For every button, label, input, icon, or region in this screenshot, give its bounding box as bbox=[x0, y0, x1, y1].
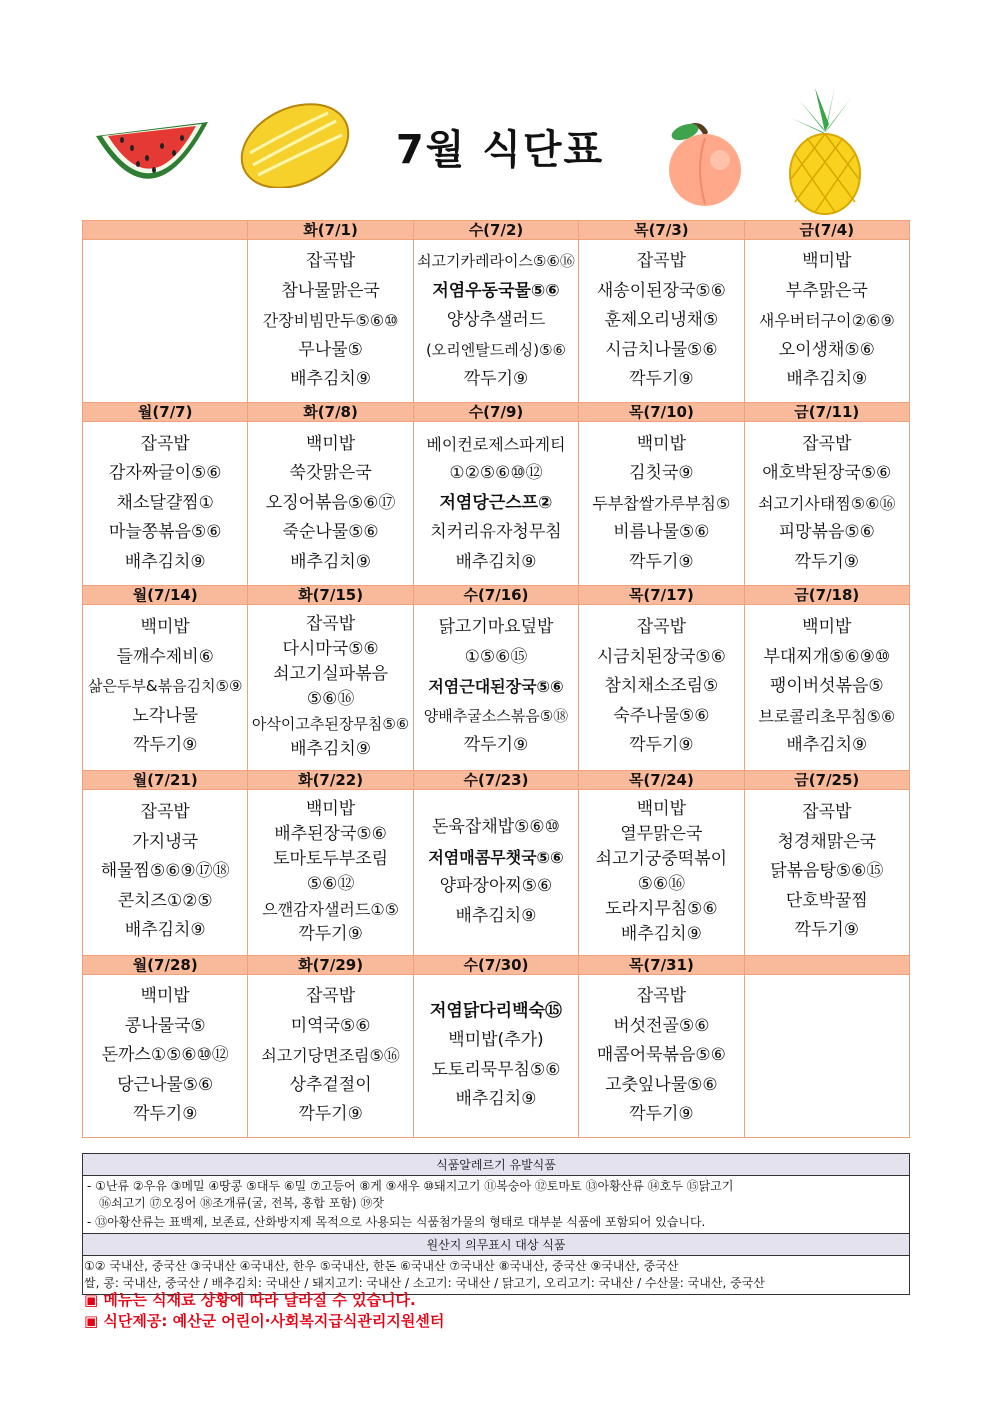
menu-item: 배추김치⑨ bbox=[620, 924, 702, 945]
day-header: 월(7/28) bbox=[83, 955, 248, 974]
menu-item: 배추김치⑨ bbox=[455, 551, 537, 572]
day-menu-cell bbox=[83, 422, 248, 585]
menu-item: 저염닭다리백숙⑮ bbox=[429, 1000, 562, 1021]
day-menu-cell bbox=[413, 974, 578, 1137]
page-title: 7월 식단표 bbox=[395, 127, 605, 173]
menu-item: ⑤⑥⑯ bbox=[306, 689, 355, 710]
day-header: 목(7/3) bbox=[579, 221, 744, 240]
menu-item: 단호박꿀찜 bbox=[785, 890, 868, 911]
menu-item: 상추겉절이 bbox=[289, 1074, 372, 1095]
day-header: 목(7/31) bbox=[579, 955, 744, 974]
day-menu-cell bbox=[413, 604, 578, 770]
menu-table bbox=[82, 220, 910, 1138]
menu-item: 쇠고기당면조림⑤⑯ bbox=[261, 1046, 400, 1066]
info-box bbox=[82, 1153, 910, 1295]
week-menu-row bbox=[83, 789, 910, 955]
day-header: 화(7/1) bbox=[248, 221, 413, 240]
menu-item: 팽이버섯볶음⑤ bbox=[769, 676, 884, 697]
week-header-row bbox=[83, 403, 910, 422]
menu-item: 콘치즈①②⑤ bbox=[117, 890, 213, 911]
menu-item: 잡곡밥 bbox=[305, 251, 356, 272]
allergy-note: - ⑬아황산류는 표백제, 보존료, 산화방지제 목적으로 사용되는 식품첨가물의 형태로 대부분 식품에 포함되어 있습니다. bbox=[87, 1215, 706, 1229]
day-menu-cell bbox=[248, 422, 413, 585]
menu-item: 쑥갓맑은국 bbox=[289, 463, 372, 484]
menu-item: 백미밥(추가) bbox=[448, 1030, 544, 1051]
allergy-line: ⑯쇠고기 ⑰오징어 ⑱조개류(굴, 전복, 홍합 포함) ⑲잣 bbox=[99, 1196, 384, 1210]
menu-item: 매콤어묵볶음⑤⑥ bbox=[596, 1045, 726, 1066]
menu-item: 참치채소조림⑤ bbox=[604, 676, 719, 697]
menu-item: 깍두기⑨ bbox=[629, 735, 694, 756]
menu-item: 두부찹쌀가루부침⑤ bbox=[592, 493, 731, 513]
day-header bbox=[83, 221, 248, 240]
menu-item: 다시마국⑤⑥ bbox=[282, 639, 379, 660]
day-header: 금(7/4) bbox=[744, 221, 909, 240]
day-menu-cell bbox=[579, 604, 744, 770]
menu-item: 저염근대된장국⑤⑥ bbox=[428, 677, 564, 697]
menu-item: 노각나물 bbox=[132, 705, 199, 726]
day-menu-cell bbox=[744, 974, 909, 1137]
allergy-line: - ①난류 ②우유 ③메밀 ④땅콩 ⑤대두 ⑥밀 ⑦고등어 ⑧게 ⑨새우 ⑩돼지고기 ⑪복숭아 ⑫토마토 ⑬아황산류 ⑭호두 ⑮닭고기 bbox=[87, 1179, 734, 1193]
menu-item: 깍두기⑨ bbox=[463, 735, 529, 756]
day-menu-cell bbox=[248, 974, 413, 1137]
day-menu-cell bbox=[744, 240, 909, 403]
menu-item: 배추김치⑨ bbox=[786, 369, 868, 390]
menu-item: 깍두기⑨ bbox=[463, 369, 529, 390]
menu-item: 콩나물국⑤ bbox=[124, 1015, 206, 1036]
menu-item: 잡곡밥 bbox=[140, 802, 190, 823]
menu-item: 배추김치⑨ bbox=[455, 1089, 537, 1110]
menu-item: 저염우동국물⑤⑥ bbox=[432, 280, 560, 301]
day-header: 화(7/22) bbox=[248, 770, 413, 789]
menu-item: 쇠고기실파볶음 bbox=[273, 664, 389, 685]
menu-item: ⑤⑥⑫ bbox=[306, 874, 355, 895]
menu-item: ①⑤⑥⑮ bbox=[464, 646, 528, 667]
day-header: 화(7/29) bbox=[248, 955, 413, 974]
menu-item: 백미밥 bbox=[140, 617, 190, 638]
menu-item: 깍두기⑨ bbox=[298, 924, 363, 945]
menu-item: 삶은두부&볶음김치⑤⑨ bbox=[87, 677, 243, 696]
menu-item: 배추김치⑨ bbox=[124, 920, 206, 941]
day-menu-cell bbox=[413, 422, 578, 585]
menu-item: 저염매콤무챗국⑤⑥ bbox=[428, 847, 564, 867]
notice-menu-change: ▣ 메뉴는 식재료 상황에 따라 달라질 수 있습니다. bbox=[84, 1291, 416, 1309]
menu-item: 시금치나물⑤⑥ bbox=[605, 339, 718, 360]
allergy-title: 식품알레르기 유발식품 bbox=[83, 1154, 909, 1175]
day-header: 목(7/24) bbox=[579, 770, 744, 789]
menu-item: 돈육잡채밥⑤⑥⑩ bbox=[432, 817, 560, 838]
menu-item: 채소달걀찜① bbox=[116, 492, 214, 513]
day-header: 목(7/17) bbox=[579, 585, 744, 604]
week-menu-row bbox=[83, 604, 910, 770]
menu-item: 부추맑은국 bbox=[785, 280, 868, 301]
menu-item: 숙주나물⑤⑥ bbox=[613, 705, 710, 726]
week-menu-row bbox=[83, 422, 910, 585]
day-header: 화(7/15) bbox=[248, 585, 413, 604]
menu-item: 새송이된장국⑤⑥ bbox=[596, 280, 726, 301]
menu-item: 배추김치⑨ bbox=[290, 551, 372, 572]
menu-item: 깍두기⑨ bbox=[629, 551, 694, 572]
day-header: 금(7/11) bbox=[744, 403, 909, 422]
menu-item: 백미밥 bbox=[636, 799, 686, 820]
menu-item: 닭볶음탕⑤⑥⑮ bbox=[770, 861, 884, 882]
menu-item: 베이컨로제스파게티 bbox=[426, 434, 566, 454]
menu-item: 배추김치⑨ bbox=[455, 905, 537, 926]
menu-item: 깍두기⑨ bbox=[132, 735, 198, 756]
menu-item: 참나물맑은국 bbox=[281, 280, 380, 301]
menu-item: 쇠고기궁중떡볶이 bbox=[595, 849, 728, 870]
menu-item: 시금치된장국⑤⑥ bbox=[596, 646, 726, 667]
menu-item: 양상추샐러드 bbox=[446, 310, 546, 331]
menu-item: 도라지무침⑤⑥ bbox=[605, 899, 718, 920]
menu-item: 깍두기⑨ bbox=[132, 1104, 198, 1125]
menu-item: 비름나물⑤⑥ bbox=[613, 522, 710, 543]
menu-item: 미역국⑤⑥ bbox=[290, 1015, 371, 1036]
day-menu-cell bbox=[413, 240, 578, 403]
menu-item: 마늘쫑볶음⑤⑥ bbox=[108, 522, 222, 543]
menu-item: 애호박된장국⑤⑥ bbox=[762, 463, 892, 484]
day-header: 수(7/16) bbox=[413, 585, 578, 604]
menu-item: 쇠고기카레라이스⑤⑥⑯ bbox=[417, 252, 575, 271]
menu-item: 배추김치⑨ bbox=[290, 739, 372, 760]
day-header: 월(7/14) bbox=[83, 585, 248, 604]
day-header: 수(7/9) bbox=[413, 403, 578, 422]
day-menu-cell bbox=[83, 974, 248, 1137]
menu-item: 잡곡밥 bbox=[305, 986, 356, 1007]
menu-item: 브로콜리초무침⑤⑥ bbox=[758, 706, 896, 726]
menu-item: 잡곡밥 bbox=[636, 617, 686, 638]
week-menu-row bbox=[83, 974, 910, 1137]
menu-item: 백미밥 bbox=[802, 617, 852, 638]
day-menu-cell bbox=[744, 789, 909, 955]
menu-item: 부대찌개⑤⑥⑨⑩ bbox=[763, 646, 891, 667]
menu-item: 당근나물⑤⑥ bbox=[117, 1074, 214, 1095]
menu-item: 백미밥 bbox=[802, 251, 852, 272]
menu-item: 백미밥 bbox=[305, 433, 356, 454]
menu-item: 깍두기⑨ bbox=[794, 551, 860, 572]
menu-item: 닭고기마요덮밥 bbox=[438, 617, 554, 638]
menu-item: 아삭이고추된장무침⑤⑥ bbox=[251, 715, 410, 734]
menu-item: 잡곡밥 bbox=[802, 433, 852, 454]
menu-item: 잡곡밥 bbox=[140, 433, 190, 454]
menu-item: 양파장아찌⑤⑥ bbox=[439, 876, 553, 897]
menu-item: 배추김치⑨ bbox=[124, 551, 206, 572]
week-menu-row bbox=[83, 240, 910, 403]
pineapple-icon bbox=[785, 84, 865, 216]
menu-item: 들깨수제비⑥ bbox=[116, 646, 214, 667]
menu-item: 백미밥 bbox=[305, 799, 356, 820]
menu-item: 오이생채⑤⑥ bbox=[778, 339, 875, 360]
day-header: 목(7/10) bbox=[579, 403, 744, 422]
menu-item: 피망볶음⑤⑥ bbox=[778, 522, 875, 543]
menu-item: 잡곡밥 bbox=[636, 251, 686, 272]
menu-item: 간장비빔만두⑤⑥⑩ bbox=[262, 311, 399, 331]
menu-item: 가지냉국 bbox=[132, 831, 199, 852]
menu-item: 무나물⑤ bbox=[298, 339, 363, 360]
menu-item: 깍두기⑨ bbox=[629, 369, 694, 390]
menu-item: (오리엔탈드레싱)⑤⑥ bbox=[425, 340, 566, 359]
menu-item: 백미밥 bbox=[140, 986, 190, 1007]
menu-item: 배추김치⑨ bbox=[290, 369, 372, 390]
menu-item: 양배추굴소스볶음⑤⑱ bbox=[423, 706, 569, 725]
origin-title: 원산지 의무표시 대상 식품 bbox=[83, 1233, 909, 1255]
menu-item: 토마토두부조림 bbox=[273, 849, 389, 870]
day-menu-cell bbox=[579, 974, 744, 1137]
day-menu-cell bbox=[83, 240, 248, 403]
menu-item: 잡곡밥 bbox=[305, 614, 356, 635]
menu-item: 고춧잎나물⑤⑥ bbox=[605, 1074, 718, 1095]
notice-provider: ▣ 식단제공: 예산군 어린이·사회복지급식관리지원센터 bbox=[84, 1312, 445, 1330]
day-header: 수(7/30) bbox=[413, 955, 578, 974]
day-header: 월(7/7) bbox=[83, 403, 248, 422]
origin-line: 쌀, 콩: 국내산, 중국산 / 배추김치: 국내산 / 돼지고기: 국내산 / 소고기: 국내산 / 닭고기, 오리고기: 국내산 / 수산물: 국내산, 중국산 bbox=[84, 1276, 765, 1290]
menu-item: 백미밥 bbox=[636, 433, 686, 454]
day-menu-cell bbox=[744, 604, 909, 770]
week-header-row bbox=[83, 770, 910, 789]
menu-item: ①②⑤⑥⑩⑫ bbox=[449, 463, 543, 484]
menu-item: 죽순나물⑤⑥ bbox=[282, 522, 379, 543]
menu-item: 배추된장국⑤⑥ bbox=[274, 824, 387, 845]
menu-item: 김칫국⑨ bbox=[629, 463, 694, 484]
day-header: 월(7/21) bbox=[83, 770, 248, 789]
menu-item: 훈제오리냉채⑤ bbox=[604, 310, 719, 331]
menu-item: 열무맑은국 bbox=[620, 824, 703, 845]
watermelon-icon bbox=[92, 108, 212, 193]
day-menu-cell bbox=[413, 789, 578, 955]
menu-item: 으깬감자샐러드①⑤ bbox=[262, 900, 400, 920]
menu-item: 해물찜⑤⑥⑨⑰⑱ bbox=[100, 861, 230, 882]
day-menu-cell bbox=[579, 789, 744, 955]
peach-icon bbox=[660, 118, 750, 208]
origin-line: ①② 국내산, 중국산 ③국내산 ④국내산, 한우 ⑤국내산, 한돈 ⑥국내산 ⑦국내산 ⑧국내산, 중국산 ⑨국내산, 중국산 bbox=[84, 1259, 679, 1273]
menu-item: 깍두기⑨ bbox=[298, 1104, 363, 1125]
menu-item: 새우버터구이②⑥⑨ bbox=[758, 311, 895, 331]
day-menu-cell bbox=[579, 240, 744, 403]
menu-item: 치커리유자청무침 bbox=[430, 522, 562, 543]
day-header: 금(7/25) bbox=[744, 770, 909, 789]
day-menu-cell bbox=[248, 240, 413, 403]
week-header-row bbox=[83, 221, 910, 240]
menu-item: 깍두기⑨ bbox=[794, 920, 860, 941]
menu-item: 오징어볶음⑤⑥⑰ bbox=[265, 492, 396, 513]
day-header: 금(7/18) bbox=[744, 585, 909, 604]
day-header bbox=[744, 955, 909, 974]
day-header: 화(7/8) bbox=[248, 403, 413, 422]
day-header: 수(7/23) bbox=[413, 770, 578, 789]
day-menu-cell bbox=[83, 604, 248, 770]
week-header-row bbox=[83, 955, 910, 974]
menu-item: 깍두기⑨ bbox=[629, 1104, 694, 1125]
menu-item: 청경채맑은국 bbox=[777, 831, 877, 852]
menu-item: 감자짜글이⑤⑥ bbox=[108, 463, 222, 484]
day-menu-cell bbox=[248, 604, 413, 770]
menu-item: 잡곡밥 bbox=[802, 802, 852, 823]
menu-item: ⑤⑥⑯ bbox=[637, 874, 686, 895]
menu-item: 잡곡밥 bbox=[636, 986, 686, 1007]
day-menu-cell bbox=[579, 422, 744, 585]
allergy-list-1 bbox=[83, 1175, 909, 1214]
day-menu-cell bbox=[744, 422, 909, 585]
menu-item: 버섯전골⑤⑥ bbox=[613, 1015, 710, 1036]
menu-item: 저염당근스프② bbox=[439, 492, 553, 513]
menu-item: 쇠고기사태찜⑤⑥⑯ bbox=[758, 493, 896, 513]
day-menu-cell bbox=[83, 789, 248, 955]
menu-item: 배추김치⑨ bbox=[786, 735, 868, 756]
week-header-row bbox=[83, 585, 910, 604]
day-header: 수(7/2) bbox=[413, 221, 578, 240]
menu-item: 도토리묵무침⑤⑥ bbox=[431, 1059, 561, 1080]
day-menu-cell bbox=[248, 789, 413, 955]
menu-item: 돈까스①⑤⑥⑩⑫ bbox=[101, 1045, 229, 1066]
